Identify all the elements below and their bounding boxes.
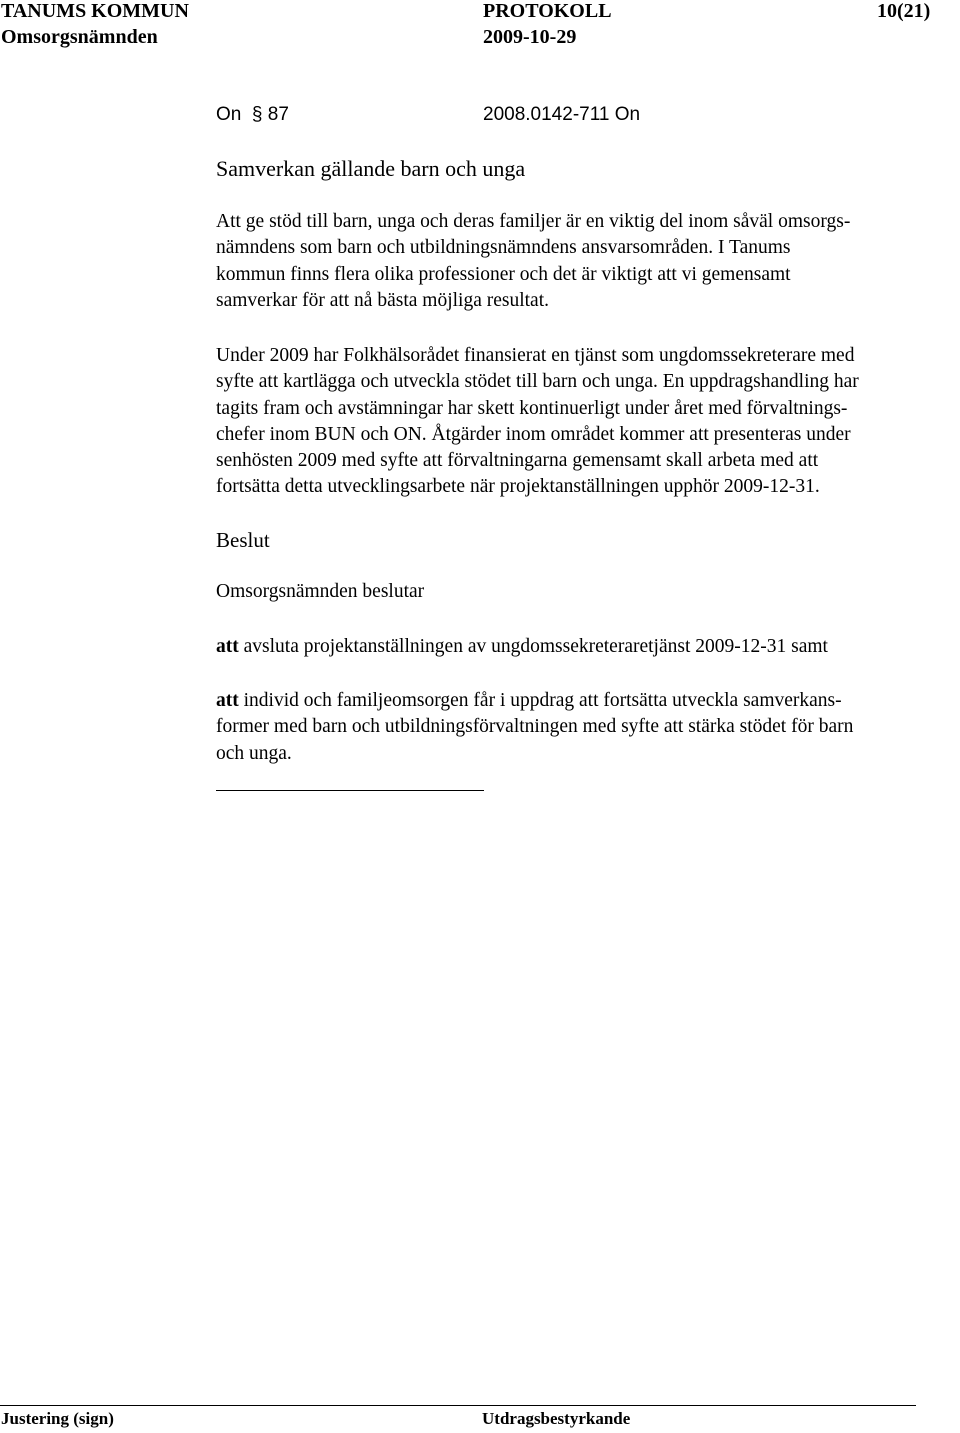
att-keyword: att (216, 690, 239, 711)
paragraph-line: tagits fram och avstämningar har skett kontinuerligt under året med förvaltnings- (216, 397, 848, 419)
item-number-value: 87 (267, 104, 289, 125)
case-id: 2008.0142-711 On (483, 104, 641, 125)
meeting-date: 2009-10-29 (483, 26, 577, 48)
footer-justering: Justering (sign) (1, 1409, 114, 1428)
item-number-label: On (216, 104, 242, 125)
paragraph-line: senhösten 2009 med syfte att förvaltningarna gemensamt skall arbeta med att (216, 450, 819, 472)
paragraph-line: kommun finns flera olika professioner och det är viktigt att vi gemensamt (216, 263, 791, 285)
footer-utdrag: Utdragsbestyrkande (482, 1409, 631, 1428)
committee-name: Omsorgsnämnden (1, 26, 158, 48)
decision-item-1 (216, 634, 828, 660)
page-number: 10(21) (877, 0, 931, 22)
decision-heading: Beslut (216, 528, 270, 552)
item-title: Samverkan gällande barn och unga (216, 156, 526, 181)
footer-rule (0, 1405, 916, 1406)
paragraph-line: Under 2009 har Folkhälsorådet finansierat en tjänst som ungdomssekreterare med (216, 345, 855, 366)
paragraph-line: nämndens som barn och utbildningsnämndens ansvarsområden. I Tanums (216, 237, 791, 259)
paragraph-line: fortsätta detta utvecklingsarbete när projektanställningen upphör 2009-12-31. (216, 476, 820, 498)
decision-item-text: och unga. (216, 742, 292, 764)
org-name: TANUMS KOMMUN (1, 0, 189, 22)
att-keyword: att (216, 636, 239, 657)
decision-item-text: avsluta projektanställningen av ungdomssekreteraretjänst 2009-12-31 samt (238, 636, 828, 657)
decision-item-text: former med barn och utbildningsförvaltningen med syfte att stärka stödet för barn (216, 716, 854, 738)
decision-end-rule (216, 790, 484, 791)
doc-type: PROTOKOLL (483, 0, 612, 22)
item-number: On § 87 (216, 104, 289, 125)
decision-item-2 (216, 688, 853, 767)
decision-intro: Omsorgsnämnden beslutar (216, 581, 425, 602)
decision-item-text: individ och familjeomsorgen får i uppdrag att fortsätta utveckla samverkans- (238, 690, 842, 711)
paragraph-line: samverkar för att nå bästa möjliga resultat. (216, 289, 550, 311)
paragraph-line: syfte att kartlägga och utveckla stödet till barn och unga. En uppdragshandling har (216, 371, 859, 393)
paragraph-line: Att ge stöd till barn, unga och deras familjer är en viktig del inom såväl omsorgs- (216, 211, 851, 232)
paragraph-line: chefer inom BUN och ON. Åtgärder inom området kommer att presenteras under (216, 423, 851, 445)
paragraph-1 (216, 209, 850, 314)
paragraph-2 (216, 343, 859, 501)
